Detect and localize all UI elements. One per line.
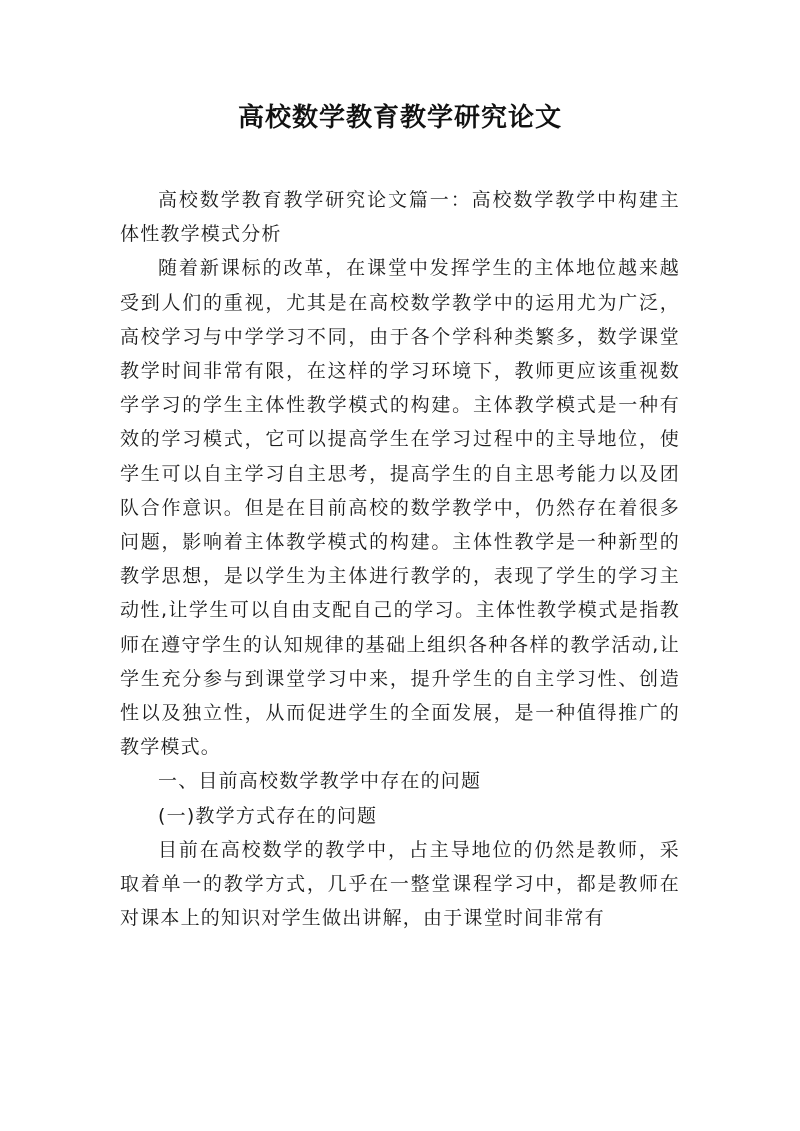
paragraph-article-heading: 高校数学教育教学研究论文篇一：高校数学教学中构建主体性教学模式分析 [120,189,680,246]
subsection-heading: (一)教学方式存在的问题 [158,804,378,827]
document-body [120,183,680,935]
document-title: 高校数学教育教学研究论文 [237,103,562,133]
paragraph-body: 目前在高校数学的教学中，占主导地位的仍然是教师，采取着单一的教学方式，几乎在一整堂课程学习中，都是教师在对课本上的知识对学生做出讲解，由于课堂时间非常有 [120,838,680,930]
section-heading: 一、目前高校数学教学中存在的问题 [158,770,482,793]
paragraph-intro: 随着新课标的改革，在课堂中发挥学生的主体地位越来越受到人们的重视，尤其是在高校数学教学中的运用尤为广泛，高校学习与中学学习不同，由于各个学科种类繁多，数学课堂教学时间非常有限，在这样的学习环境下，教师更应该重视数学学习的学生主体性教学模式的构建。主体教学模式是一种有效的学习模式，它可以提高学生在学习过程中的主导地位，使学生可以自主学习自主思考，提高学生的自主思考能力以及团队合作意识。但是在目前高校的数学教学中，仍然存在着很多问题，影响着主体教学模式的构建。主体性教学是一种新型的教学思想，是以学生为主体进行教学的，表现了学生的学习主动性,让学生可以自由支配自己的学习。主体性教学模式是指教师在遵守学生的认知规律的基础上组织各种各样的教学活动,让学生充分参与到课堂学习中来，提升学生的自主学习性、创造性以及独立性，从而促进学生的全面发展，是一种值得推广的教学模式。 [120,257,680,759]
